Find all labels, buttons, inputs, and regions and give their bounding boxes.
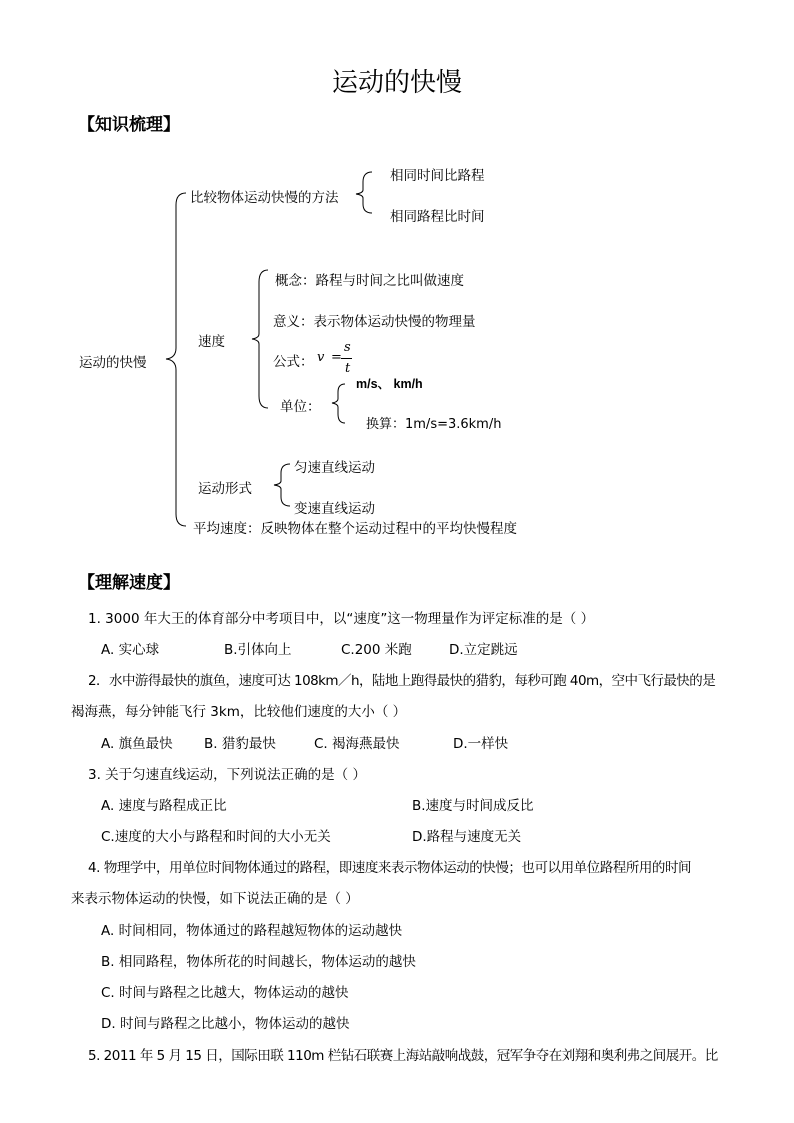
question-4-option-d: D. 时间与路程之比越小，物体运动的越快 (101, 1016, 350, 1032)
question-1-option-d: D.立定跳远 (449, 642, 518, 658)
formula-numerator: s (344, 340, 351, 355)
tree-compare-item: 相同路程比时间 (390, 209, 485, 225)
formula-equals: = (331, 350, 342, 365)
fraction-bar (341, 358, 352, 359)
formula-v: v (317, 350, 325, 365)
tree-speed-unit-label: 单位： (280, 399, 321, 415)
tree-average-speed: 平均速度：反映物体在整个运动过程中的平均快慢程度 (193, 521, 517, 537)
tree-speed-units: m/s、 km/h (356, 377, 423, 391)
question-1-option-c: C.200 米跑 (341, 642, 412, 658)
question-3-option-b: B.速度与时间成反比 (412, 798, 534, 814)
tree-root: 运动的快慢 (79, 355, 147, 371)
page-title: 运动的快慢 (331, 68, 462, 98)
tree-compare-item: 相同时间比路程 (390, 168, 485, 184)
question-3-option-a: A. 速度与路程成正比 (101, 798, 227, 814)
question-2-option-c: C. 褐海燕最快 (314, 736, 400, 752)
question-2-text-cont: 褐海燕，每分钟能飞行 3km，比较他们速度的大小（ ） (71, 704, 407, 720)
tree-speed-conversion (366, 413, 501, 432)
tree-speed-formula-label: 公式： (273, 354, 314, 370)
question-1-option-b: B.引体向上 (224, 642, 292, 658)
formula-denominator: t (345, 361, 351, 376)
question-3-option-c: C.速度的大小与路程和时间的大小无关 (101, 829, 331, 845)
tree-compare-label: 比较物体运动快慢的方法 (190, 190, 339, 206)
tree-speed-concept: 概念：路程与时间之比叫做速度 (275, 273, 464, 289)
question-3-option-d: D.路程与速度无关 (412, 829, 522, 845)
question-2-text: 2．水中游得最快的旗鱼，速度可达 108km／h，陆地上跑得最快的猎豹，每秒可跑 40m，空中飞行最快的是 (88, 673, 716, 689)
tree-motion-label: 运动形式 (198, 481, 252, 497)
question-4-text-cont: 来表示物体运动的快慢，如下说法正确的是（ ） (71, 891, 359, 907)
section-heading-speed: 【理解速度】 (78, 573, 180, 593)
question-2-option-d: D.一样快 (453, 736, 509, 752)
tree-motion-item: 变速直线运动 (294, 501, 375, 517)
question-1-option-a: A. 实心球 (101, 642, 160, 658)
section-heading-knowledge: 【知识梳理】 (78, 115, 180, 135)
tree-motion-item: 匀速直线运动 (294, 460, 375, 476)
question-2-option-a: A. 旗鱼最快 (101, 736, 173, 752)
question-4-option-c: C. 时间与路程之比越大，物体运动的越快 (101, 985, 349, 1001)
tree-speed-meaning: 意义：表示物体运动快慢的物理量 (273, 314, 476, 330)
question-4-option-b: B. 相同路程，物体所花的时间越长，物体运动的越快 (101, 954, 416, 970)
question-2-option-b: B. 猎豹最快 (204, 736, 276, 752)
question-4-option-a: A. 时间相同，物体通过的路程越短物体的运动越快 (101, 923, 403, 939)
question-1-text: 1. 3000 年大王的体育部分中考项目中，以“速度”这一物理量作为评定标准的是（ ） (88, 611, 595, 627)
question-5-text: 5. 2011 年 5 月 15 日，国际田联 110m 栏钻石联赛上海站敲响战鼓，冠军争夺在刘翔和奥利弗之间展开。比 (88, 1048, 718, 1064)
question-4-text: 4. 物理学中，用单位时间物体通过的路程，即速度来表示物体运动的快慢；也可以用单位路程所用的时间 (88, 860, 692, 876)
tree-speed-label: 速度 (198, 334, 225, 350)
conversion-text: 换算：1m/s=3.6km/h (366, 417, 502, 432)
question-3-text: 3. 关于匀速直线运动，下列说法正确的是（ ） (88, 767, 366, 783)
